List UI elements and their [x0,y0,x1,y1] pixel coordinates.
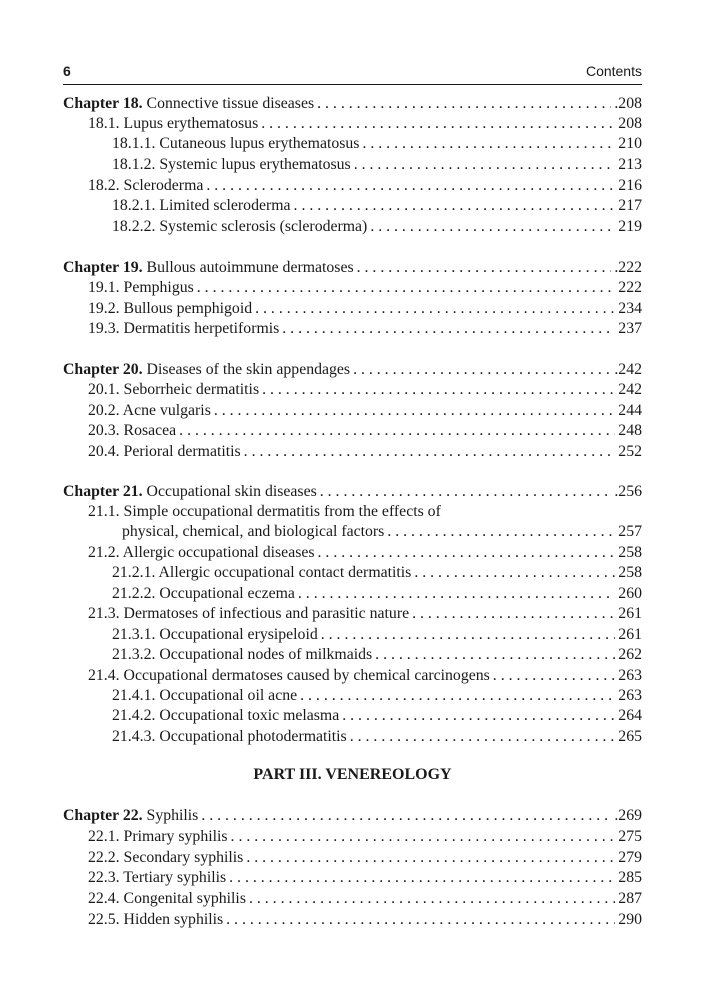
dot-leader [354,155,616,175]
dot-leader [318,543,616,563]
page-ref: 244 [618,402,642,419]
dot-leader [493,666,616,686]
section-title: 21.4.1. Occupational oil acne [112,687,298,704]
chapter-label: Chapter 21. [63,483,143,500]
toc-section-21-4[interactable] [88,666,642,686]
toc-chapter-19[interactable] [63,258,642,278]
dot-leader [201,806,611,826]
section-title: 21.3. Dermatoses of infectious and parasitic nature [88,605,410,622]
section-title: 18.2.1. Limited scleroderma [112,197,291,214]
page-ref: 260 [618,585,642,602]
chapter-label: Chapter 19. [63,259,143,276]
section-title: 22.3. Tertiary syphilis [88,869,227,886]
toc-section-21-1[interactable] [122,522,642,542]
toc-section-18-1-1[interactable] [112,134,642,154]
page-ref: 252 [618,443,642,460]
page-ref: 217 [618,197,642,214]
page-ref: 275 [618,828,642,845]
dot-leader [229,868,615,888]
page-ref: 285 [618,869,642,886]
toc-chapter-22[interactable] [63,806,642,826]
toc-section-20-3[interactable] [88,421,642,441]
section-title: 18.1.2. Systemic lupus erythematosus [112,156,351,173]
page-ref: 265 [618,728,642,745]
toc-section-21-1-line1[interactable]: 21.1. Simple occupational dermatitis from the effects of [88,503,441,520]
page-ref: .269 [614,807,642,824]
page-number: 6 [63,63,71,79]
dot-leader [300,686,615,706]
section-title: 21.4.3. Occupational photodermatitis [112,728,347,745]
page-ref: 234 [618,300,642,317]
header-rule [63,84,642,85]
toc-section-21-4-1[interactable] [112,686,642,706]
section-title: 19.2. Bullous pemphigoid [88,300,253,317]
toc-section-22-1[interactable] [88,827,642,847]
chapter-title: Bullous autoimmune dermatoses [146,259,354,276]
page-ref: .222 [614,259,642,276]
section-title: 22.5. Hidden syphilis [88,911,224,928]
toc-section-18-1[interactable] [88,114,642,134]
page-ref: 264 [618,707,642,724]
dot-leader [244,442,616,462]
page-ref: 263 [618,687,642,704]
page-ref: 290 [618,911,642,928]
chapter-label: Chapter 20. [63,361,143,378]
dot-leader [179,421,615,441]
dot-leader [350,727,616,747]
dot-leader [197,278,616,298]
toc-section-21-4-2[interactable] [112,706,642,726]
dot-leader [255,299,615,319]
toc-chapter-20[interactable] [63,360,642,380]
dot-leader [375,645,615,665]
dot-leader [320,482,612,502]
dot-leader [317,94,611,114]
toc-section-22-5[interactable] [88,910,642,930]
section-title: 21.2.2. Occupational eczema [112,585,295,602]
toc-section-22-3[interactable] [88,868,642,888]
section-title: 18.1. Lupus erythematosus [88,115,259,132]
running-header [63,60,642,82]
toc-section-21-3-1[interactable] [112,625,642,645]
dot-leader [298,584,615,604]
toc-section-20-4[interactable] [88,442,642,462]
section-title: 18.2. Scleroderma [88,177,204,194]
chapter-label: Chapter 22. [63,807,143,824]
section-title: 18.1.1. Cutaneous lupus erythematosus [112,135,360,152]
page-ref: 248 [618,422,642,439]
section-title: physical, chemical, and biological factors [122,523,385,540]
section-title: 19.1. Pemphigus [88,279,194,296]
section-title: 19.3. Dermatitis herpetiformis [88,320,280,337]
section-title: 21.2.1. Allergic occupational contact dermatitis [112,564,412,581]
chapter-title: Diseases of the skin appendages [146,361,351,378]
toc-section-21-2-2[interactable] [112,584,642,604]
toc-section-19-2[interactable] [88,299,642,319]
page-ref: 213 [618,156,642,173]
page-ref: 258 [618,544,642,561]
dot-leader [362,134,615,154]
toc-section-21-2[interactable] [88,543,642,563]
dot-leader [246,848,615,868]
page-ref: 279 [618,849,642,866]
dot-leader [294,196,616,216]
dot-leader [249,889,615,909]
chapter-title: Occupational skin diseases [146,483,317,500]
toc-section-18-1-2[interactable] [112,155,642,175]
toc-section-19-3[interactable] [88,319,642,339]
dot-leader [357,258,612,278]
page-ref: 237 [618,320,642,337]
section-title: 20.1. Seborrheic dermatitis [88,381,260,398]
dot-leader [214,401,615,421]
toc-section-20-1[interactable] [88,380,642,400]
section-title: 20.4. Perioral dermatitis [88,443,241,460]
page-ref: 261 [618,626,642,643]
page-ref: 287 [618,890,642,907]
section-title: 22.1. Primary syphilis [88,828,228,845]
section-title: 21.2. Allergic occupational diseases [88,544,315,561]
page-ref: 261 [618,605,642,622]
page-ref: 210 [618,135,642,152]
dot-leader [412,604,615,624]
section-title: 22.2. Secondary syphilis [88,849,244,866]
section-title: 18.2.2. Systemic sclerosis (scleroderma) [112,218,368,235]
toc-section-21-3-2[interactable] [112,645,642,665]
page-ref: 242 [618,381,642,398]
page-ref: 258 [618,564,642,581]
page-ref: 222 [618,279,642,296]
dot-leader [342,706,615,726]
section-title: 21.4.2. Occupational toxic melasma [112,707,340,724]
dot-leader [353,360,611,380]
chapter-title: Syphilis [146,807,199,824]
chapter-title: Connective tissue diseases [146,95,315,112]
toc-section-21-4-3[interactable] [112,727,642,747]
toc-section-19-1[interactable] [88,278,642,298]
page-ref: 216 [618,177,642,194]
section-title: 21.3.1. Occupational erysipeloid [112,626,318,643]
section-title: 21.4. Occupational dermatoses caused by chemical carcinogens [88,667,490,684]
page-ref: 208 [618,115,642,132]
toc-chapter-21[interactable] [63,482,642,502]
page-ref: 219 [618,218,642,235]
toc-section-21-2-1[interactable] [112,563,642,583]
page-ref: 257 [618,523,642,540]
dot-leader [261,114,615,134]
dot-leader [231,827,616,847]
toc-section-18-2[interactable] [88,176,642,196]
toc-section-22-4[interactable] [88,889,642,909]
dot-leader [387,522,615,542]
page-ref: 262 [618,646,642,663]
chapter-label: Chapter 18. [63,95,143,112]
section-title: 20.3. Rosacea [88,422,177,439]
dot-leader [206,176,615,196]
toc-section-18-2-1[interactable] [112,196,642,216]
section-title: 20.2. Acne vulgaris [88,402,211,419]
toc-chapter-18[interactable] [63,94,642,114]
part-heading[interactable]: PART III. VENEREOLOGY [253,766,452,783]
running-title: Contents [585,63,642,79]
page-ref: .256 [614,483,642,500]
page-ref: .242 [614,361,642,378]
dot-leader [414,563,615,583]
toc-section-22-2[interactable] [88,848,642,868]
dot-leader [282,319,615,339]
toc-section-21-3[interactable] [88,604,642,624]
toc-section-18-2-2[interactable] [112,217,642,237]
dot-leader [370,217,615,237]
dot-leader [226,910,615,930]
section-title: 21.3.2. Occupational nodes of milkmaids [112,646,373,663]
section-title: 22.4. Congenital syphilis [88,890,246,907]
toc-section-20-2[interactable] [88,401,642,421]
page-ref: 263 [618,667,642,684]
dot-leader [262,380,615,400]
page-ref: .208 [614,95,642,112]
dot-leader [321,625,616,645]
